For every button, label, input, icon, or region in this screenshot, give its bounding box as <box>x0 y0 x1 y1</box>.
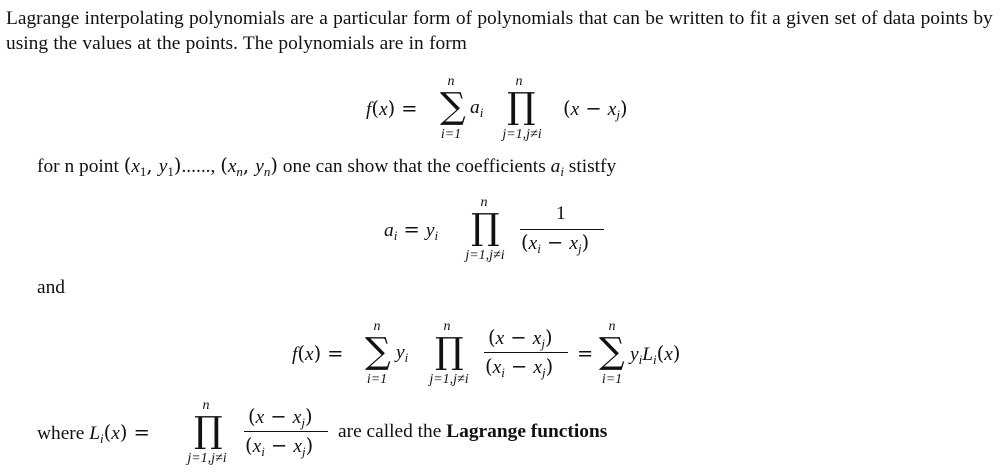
fraction-bar <box>484 352 568 353</box>
sum-lower-limit: i=1 <box>601 372 623 387</box>
prod-upper-limit: n <box>202 398 210 413</box>
lagrange-functions-term: Lagrange functions <box>446 421 608 442</box>
prod-lower-limit: j=1,j≠i <box>502 127 542 142</box>
prod-lower-limit: j=1,j≠i <box>429 372 469 387</box>
sum-upper-limit: n <box>447 74 455 89</box>
sum-symbol: ∑ <box>365 331 391 372</box>
product-symbol: ∏ <box>435 331 464 372</box>
fraction-numerator: 1 <box>556 203 566 224</box>
sum-lower-limit: i=1 <box>440 127 462 142</box>
fraction-bar <box>244 431 328 432</box>
sum-upper-limit: n <box>373 319 381 334</box>
sum-upper-limit: n <box>608 319 616 334</box>
prod-lower-limit: j=1,j≠i <box>187 451 227 466</box>
coefficient-sentence: for n point ($x_1$, $y_1$)......, ($x_n$, $y_n$) one can show that the coefficients $a_i$ stistfy <box>37 154 617 179</box>
and-label: and <box>37 277 65 298</box>
sum-symbol: ∑ <box>440 86 466 127</box>
product-symbol: ∏ <box>507 86 536 127</box>
prod-lower-limit: j=1,j≠i <box>465 248 505 263</box>
sum-symbol: ∑ <box>599 331 625 372</box>
prod-upper-limit: n <box>515 74 523 89</box>
sum-lower-limit: i=1 <box>366 372 388 387</box>
prod-upper-limit: n <box>480 195 488 210</box>
prod-upper-limit: n <box>443 319 451 334</box>
product-symbol: ∏ <box>471 207 500 248</box>
product-symbol: ∏ <box>194 410 223 451</box>
intro-paragraph: Lagrange interpolating polynomials are a particular form of polynomials that can be written to fit a given set of data points by using the values at the points. The polynomials are in form <box>6 8 993 54</box>
